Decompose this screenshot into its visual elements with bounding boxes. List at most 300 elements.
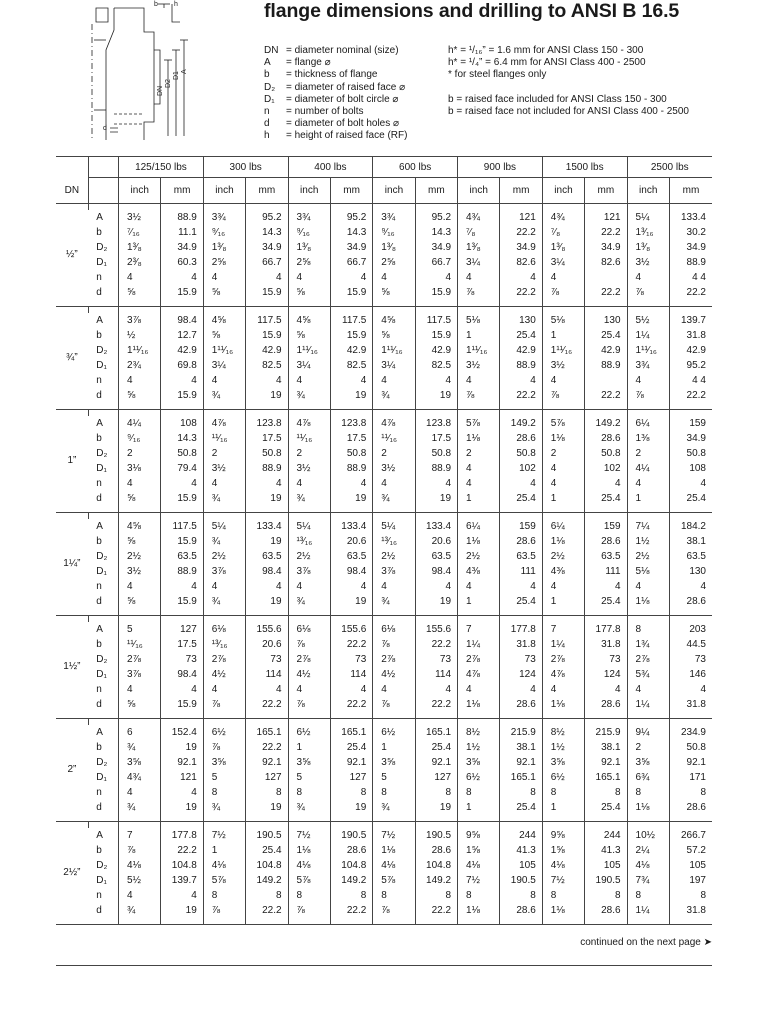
table-row [56,770,712,785]
inch-value-cell: 3⅝ [119,755,161,770]
mm-value-cell: 63.5 [161,549,203,564]
inch-value-cell: 2½ [542,549,584,564]
inch-value-cell: 8 [627,888,669,903]
inch-value-cell: ⅝ [119,594,161,609]
inch-value-cell: 1¹¹⁄₁₆ [203,343,245,358]
inch-value-cell: 1¼ [627,328,669,343]
table-row [56,491,712,506]
inch-value-cell: 4½ [373,667,415,682]
inch-value-cell: ⁷⁄₁₆ [119,225,161,240]
mm-value-cell: 92.1 [246,755,288,770]
mm-value-cell: 8 [585,888,627,903]
mm-value-cell: 22.2 [415,903,457,918]
inch-value-cell: ⅞ [627,388,669,403]
inch-value-cell: 2⅞ [119,652,161,667]
inch-value-cell: 4 [119,270,161,285]
inch-value-cell: 4 [458,476,500,491]
inch-value-cell: 3¼ [542,255,584,270]
table-row [56,579,712,594]
mm-value-cell: 8 [415,785,457,800]
mm-value-cell: 88.9 [161,210,203,225]
mm-value-cell: 12.7 [161,328,203,343]
mm-value-cell: 104.8 [161,858,203,873]
mm-value-cell: 146 [669,667,712,682]
inch-value-cell: 1³⁄₈ [119,240,161,255]
inch-value-cell: ⁹⁄₁₆ [288,225,330,240]
table-row [56,225,712,240]
inch-value-cell: 8 [373,785,415,800]
inch-value-cell: 2⅞ [288,652,330,667]
table-row [56,270,712,285]
inch-value-cell: 4 [373,476,415,491]
mm-value-cell: 171 [669,770,712,785]
mm-value-cell: 4 [669,476,712,491]
inch-value-cell: 6⅛ [288,622,330,637]
inch-value-cell: ⅞ [203,740,245,755]
mm-value-cell: 123.8 [415,416,457,431]
inch-value-cell: 4 [458,682,500,697]
inch-value-cell: 4⅛ [203,858,245,873]
symbol-cell: D₁ [96,360,107,371]
inch-value-cell: ¹¹⁄₁₆ [373,431,415,446]
mm-value-cell: 4 [669,579,712,594]
inch-value-cell: 3¾ [203,210,245,225]
mm-value-cell: 25.4 [585,594,627,609]
mm-value-cell: 117.5 [246,313,288,328]
inch-value-cell: ⁹⁄₁₆ [119,431,161,446]
inch-value-cell: 1¹¹⁄₁₆ [373,343,415,358]
mm-value-cell: 133.4 [246,519,288,534]
inch-value-cell: 5½ [627,313,669,328]
inch-value-cell: 5¼ [627,210,669,225]
inch-value-cell: 1⅛ [627,594,669,609]
inch-value-cell: 2½ [458,549,500,564]
mm-value-cell: 92.1 [415,755,457,770]
inch-value-cell: 4 [627,476,669,491]
mm-value-cell: 234.9 [669,725,712,740]
mm-value-cell: 121 [500,210,542,225]
pressure-class-header: 300 lbs [203,157,288,178]
inch-value-cell: ¾ [203,800,245,815]
mm-value-cell: 20.6 [415,534,457,549]
mm-value-cell: 22.2 [161,843,203,858]
inch-value-cell: ⅞ [373,697,415,712]
symbol-cell: d [96,493,102,504]
mm-value-cell: 4 [161,579,203,594]
symbol-cell: D₁ [96,257,107,268]
mm-value-cell: 123.8 [246,416,288,431]
inch-value-cell: 5⅞ [288,873,330,888]
mm-value-cell: 41.3 [500,843,542,858]
mm-value-cell: 95.2 [330,210,372,225]
inch-value-cell: 4 [203,373,245,388]
mm-value-cell: 25.4 [246,843,288,858]
unit-mm-header: mm [500,178,542,204]
inch-value-cell: 4¾ [542,210,584,225]
inch-value-cell: 5 [119,622,161,637]
inch-value-cell: 3⅞ [288,564,330,579]
inch-value-cell: 5¼ [373,519,415,534]
dn-header: DN [56,178,88,204]
inch-value-cell: 3½ [119,210,161,225]
legend-row [264,82,444,94]
inch-value-cell: 1 [627,491,669,506]
mm-value-cell: 8 [246,785,288,800]
mm-value-cell: 15.9 [246,285,288,300]
inch-value-cell: 3⅞ [119,313,161,328]
symbol-cell: D₂ [96,860,108,871]
symbol-cell: D₁ [96,566,107,577]
inch-value-cell: 3½ [119,564,161,579]
inch-value-cell: ¾ [203,388,245,403]
mm-value-cell: 19 [246,800,288,815]
mm-value-cell: 4 [330,579,372,594]
dn-size-cell: 1½” [56,616,88,719]
symbol-cell: D₂ [96,448,108,459]
inch-value-cell: ⅞ [627,285,669,300]
mm-value-cell: 4 [246,579,288,594]
header-dn-blank [56,157,88,178]
inch-value-cell: 1⅜ [627,431,669,446]
note-h-class-400-2500: h* = ¹/₄” = 6.4 mm for ANSI Class 400 - 2500 [448,57,646,69]
mm-value-cell: 123.8 [330,416,372,431]
mm-value-cell: 4 [246,373,288,388]
table-row [56,285,712,300]
legend-text: = height of raised face (RF) [286,130,408,142]
inch-value-cell: 3¾ [373,210,415,225]
mm-value-cell: 190.5 [585,873,627,888]
inch-value-cell: 8½ [458,725,500,740]
inch-value-cell: 4 [119,579,161,594]
mm-value-cell: 8 [669,785,712,800]
inch-value-cell: 4 [288,373,330,388]
inch-value-cell: 8½ [542,725,584,740]
legend-symbol: d [264,118,270,130]
mm-value-cell: 190.5 [500,873,542,888]
mm-value-cell: 19 [330,388,372,403]
notes-legend [448,45,710,118]
table-row [56,373,712,388]
mm-value-cell: 149.2 [585,416,627,431]
dn-size-cell: 1¼” [56,513,88,616]
pressure-class-header: 400 lbs [288,157,373,178]
mm-value-cell: 8 [669,888,712,903]
inch-value-cell: 3¾ [288,210,330,225]
mm-value-cell: 124 [500,667,542,682]
mm-value-cell: 38.1 [669,534,712,549]
mm-value-cell: 15.9 [415,328,457,343]
mm-value-cell: 95.2 [669,358,712,373]
mm-value-cell: 133.4 [330,519,372,534]
inch-value-cell: 8 [458,888,500,903]
mm-value-cell: 22.2 [585,388,627,403]
inch-value-cell: 4¾ [119,770,161,785]
inch-value-cell: 4⅛ [627,858,669,873]
mm-value-cell: 4 [415,373,457,388]
legend-symbol: D₁ [264,93,275,105]
mm-value-cell: 31.8 [585,637,627,652]
mm-value-cell: 88.9 [585,358,627,373]
symbol-cell: D₁ [96,875,107,886]
mm-value-cell: 108 [669,461,712,476]
inch-value-cell: 3⅝ [627,755,669,770]
inch-value-cell: 5⅞ [458,416,500,431]
mm-value-cell: 25.4 [500,328,542,343]
spacer-cell [542,918,584,925]
mm-value-cell: 28.6 [585,431,627,446]
inch-value-cell: 1 [458,491,500,506]
inch-value-cell: 4 [288,682,330,697]
mm-value-cell: 34.9 [669,240,712,255]
inch-value-cell: 4⅝ [203,313,245,328]
mm-value-cell: 8 [330,785,372,800]
table-row [56,667,712,682]
inch-value-cell: 4⅝ [373,313,415,328]
table-row [56,431,712,446]
inch-value-cell: 2³⁄₈ [119,255,161,270]
mm-value-cell: 15.9 [161,388,203,403]
mm-value-cell: 15.9 [161,697,203,712]
mm-value-cell: 14.3 [330,225,372,240]
mm-value-cell: 149.2 [415,873,457,888]
inch-value-cell: 1³⁄₈ [458,240,500,255]
inch-value-cell: ¹³⁄₁₆ [288,534,330,549]
mm-value-cell: 73 [161,652,203,667]
mm-value-cell: 114 [246,667,288,682]
symbol-cell: D₁ [96,463,107,474]
dn-size-cell: 2½” [56,822,88,925]
mm-value-cell: 22.2 [330,637,372,652]
mm-value-cell: 63.5 [669,549,712,564]
spacer-cell [458,918,500,925]
symbol-cell: A [96,624,103,635]
unit-inch-header: inch [542,178,584,204]
inch-value-cell: 2½ [627,549,669,564]
inch-value-cell: 7½ [373,828,415,843]
symbol-cell: n [96,478,102,489]
mm-value-cell: 50.8 [330,446,372,461]
inch-value-cell: 7 [119,828,161,843]
mm-value-cell: 190.5 [246,828,288,843]
unit-inch-header: inch [373,178,415,204]
mm-value-cell: 31.8 [500,637,542,652]
mm-value-cell: 15.9 [161,491,203,506]
mm-value-cell: 104.8 [415,858,457,873]
legend-row [264,130,444,142]
inch-value-cell: ¾ [288,594,330,609]
inch-value-cell: ⅞ [288,903,330,918]
inch-value-cell: ⅝ [373,328,415,343]
header-symbol-blank [88,157,118,178]
inch-value-cell: 3¼ [203,358,245,373]
inch-value-cell: 3⅞ [203,564,245,579]
inch-value-cell: 4 [627,682,669,697]
inch-value-cell: 4 [542,270,584,285]
inch-value-cell: 4 [373,270,415,285]
mm-value-cell: 149.2 [330,873,372,888]
mm-value-cell: 133.4 [669,210,712,225]
inch-value-cell: 4 [373,682,415,697]
inch-value-cell: ⅝ [119,697,161,712]
inch-value-cell: 6½ [542,770,584,785]
inch-value-cell: 9⅝ [542,828,584,843]
dn-size-cell: 2” [56,719,88,822]
inch-value-cell: 1½ [627,534,669,549]
mm-value-cell: 34.9 [161,240,203,255]
inch-value-cell: 1 [288,740,330,755]
table-row [56,313,712,328]
spacer-cell [88,918,118,925]
inch-value-cell: ¹³⁄₁₆ [373,534,415,549]
mm-value-cell: 50.8 [669,740,712,755]
inch-value-cell: 3⅝ [288,755,330,770]
legend-row [264,45,444,57]
symbol-cell: n [96,890,102,901]
mm-value-cell: 4 [585,579,627,594]
mm-value-cell: 88.9 [161,564,203,579]
mm-value-cell: 19 [330,491,372,506]
inch-value-cell: 4½ [203,667,245,682]
inch-value-cell: 4 [627,270,669,285]
mm-value-cell: 155.6 [330,622,372,637]
legend-symbol: n [264,106,270,118]
inch-value-cell: 4 [458,461,500,476]
inch-value-cell: 2½ [119,549,161,564]
mm-value-cell: 4 [161,373,203,388]
mm-value-cell: 19 [246,534,288,549]
mm-value-cell: 50.8 [500,446,542,461]
mm-value-cell: 25.4 [415,740,457,755]
mm-value-cell: 149.2 [246,873,288,888]
mm-value-cell: 25.4 [585,328,627,343]
drawing-label-dn: DN [157,85,164,96]
inch-value-cell: 1 [203,843,245,858]
table-row [56,843,712,858]
inch-value-cell: ⅞ [288,637,330,652]
mm-value-cell: 38.1 [585,740,627,755]
mm-value-cell: 63.5 [246,549,288,564]
symbol-cell: n [96,272,102,283]
header-symbol-blank [88,178,118,204]
mm-value-cell: 22.2 [330,903,372,918]
mm-value-cell: 8 [246,888,288,903]
mm-value-cell: 102 [585,461,627,476]
inch-value-cell: ¾ [203,491,245,506]
inch-value-cell: 6 [119,725,161,740]
mm-value-cell: 215.9 [585,725,627,740]
mm-value-cell: 60.3 [161,255,203,270]
mm-value-cell: 4 [161,785,203,800]
symbol-cell: n [96,787,102,798]
note-b-not-included: b = raised face not included for ANSI Class 400 - 2500 [448,105,689,117]
mm-value-cell: 133.4 [415,519,457,534]
inch-value-cell: ⅝ [119,534,161,549]
mm-value-cell: 73 [246,652,288,667]
mm-value-cell: 105 [500,858,542,873]
legend-symbol: DN [264,45,279,56]
inch-value-cell: ¾ [373,800,415,815]
inch-value-cell: 4 [542,461,584,476]
spacer-cell [669,918,712,925]
mm-value-cell: 25.4 [500,594,542,609]
inch-value-cell: 2¼ [627,843,669,858]
symbol-cell: D₂ [96,345,108,356]
inch-value-cell: 5¼ [288,519,330,534]
mm-value-cell: 4 [161,888,203,903]
inch-value-cell: 6⅛ [203,622,245,637]
mm-value-cell: 25.4 [585,491,627,506]
table-row [56,725,712,740]
mm-value-cell [585,373,627,388]
drawing-label-b: b [154,1,158,8]
mm-value-cell: 4 [585,682,627,697]
mm-value-cell: 66.7 [415,255,457,270]
inch-value-cell: 1¹¹⁄₁₆ [627,343,669,358]
mm-value-cell: 155.6 [246,622,288,637]
inch-value-cell: ¾ [373,491,415,506]
mm-value-cell: 28.6 [500,903,542,918]
mm-value-cell: 190.5 [415,828,457,843]
mm-value-cell: 19 [415,594,457,609]
inch-value-cell: 5¼ [203,519,245,534]
symbol-cell: d [96,390,102,401]
table-row [56,358,712,373]
mm-value-cell: 63.5 [500,549,542,564]
inch-value-cell: 5 [288,770,330,785]
mm-value-cell: 50.8 [669,446,712,461]
inch-value-cell: 4 [542,579,584,594]
inch-value-cell: 5⅞ [542,416,584,431]
mm-value-cell: 98.4 [246,564,288,579]
inch-value-cell: 1¹¹⁄₁₆ [542,343,584,358]
mm-value-cell: 19 [415,800,457,815]
inch-value-cell: 6¾ [627,770,669,785]
spacer-cell [585,918,627,925]
note-b-included: b = raised face included for ANSI Class 150 - 300 [448,93,667,105]
mm-value-cell: 11.1 [161,225,203,240]
inch-value-cell: 4⅞ [288,416,330,431]
inch-value-cell: 1½ [458,740,500,755]
spacer-cell [415,918,457,925]
mm-value-cell: 4 [500,476,542,491]
symbol-cell: D₂ [96,242,108,253]
inch-value-cell: 2½ [373,549,415,564]
mm-value-cell: 82.6 [585,255,627,270]
mm-value-cell: 19 [161,800,203,815]
flange-dimensions-table [56,156,712,925]
legend-symbol: A [264,57,271,69]
mm-value-cell: 22.2 [330,697,372,712]
inch-value-cell: 3⅞ [373,564,415,579]
pressure-class-header: 900 lbs [458,157,543,178]
table-row [56,519,712,534]
inch-value-cell: 2 [288,446,330,461]
inch-value-cell: 5 [373,770,415,785]
pressure-class-header: 600 lbs [373,157,458,178]
unit-mm-header: mm [585,178,627,204]
table-row [56,858,712,873]
inch-value-cell: 4⅜ [458,564,500,579]
drawing-label-d2: D2 [165,79,172,88]
inch-value-cell: ¾ [119,903,161,918]
inch-value-cell: 2 [627,740,669,755]
inch-value-cell: 9⅝ [458,828,500,843]
mm-value-cell: 190.5 [330,828,372,843]
inch-value-cell: 4¼ [627,461,669,476]
inch-value-cell: ¾ [203,594,245,609]
inch-value-cell: 2 [627,446,669,461]
inch-value-cell: ⅝ [203,285,245,300]
